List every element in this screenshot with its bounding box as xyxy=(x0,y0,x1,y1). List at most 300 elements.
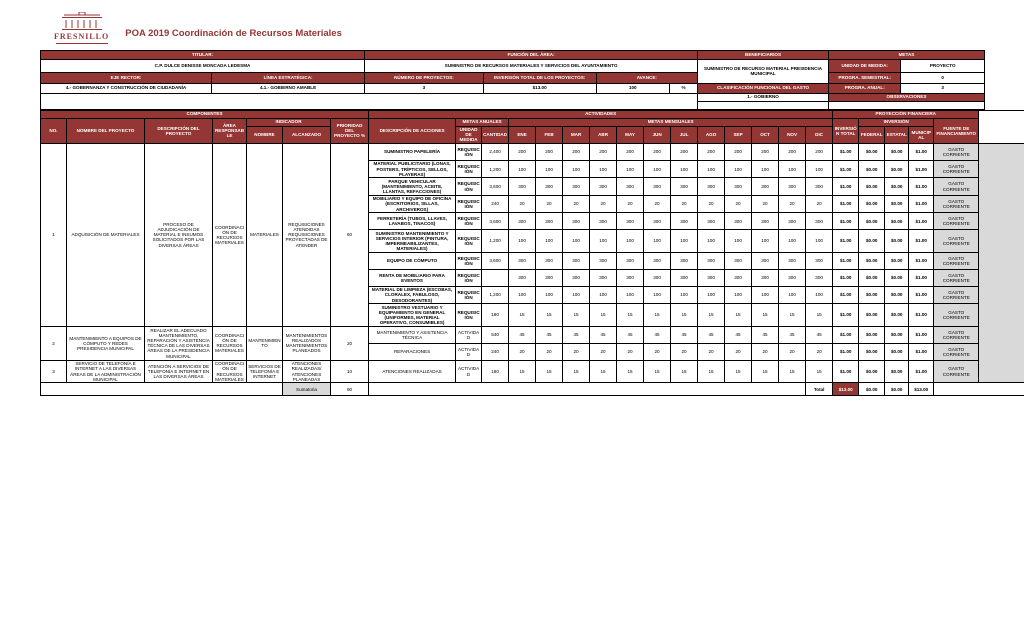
action-funding-source: GASTO CORRIENTE xyxy=(934,143,979,160)
action-month-AGO: 200 xyxy=(698,143,725,160)
action-inversion-total: $1.00 xyxy=(833,178,859,195)
action-description: SUMINISTRO MANTENIMIENTO Y SERVICIOS INTERIOR (PINTURA, IMPERMEABILIZANTES, MATERIALES) xyxy=(369,230,456,253)
action-description: FERRETERÍA (TUBOS, LLAVES, LAVABOS, TINACOS) xyxy=(369,213,456,230)
project-indicator-name: MANTENIMIENTO xyxy=(247,326,283,360)
action-month-AGO: 15 xyxy=(698,360,725,383)
action-funding-source: GASTO CORRIENTE xyxy=(934,360,979,383)
action-month-FEB: 45 xyxy=(536,326,563,343)
clasificacion-gasto-label: CLASIFICACIÓN FUNCIONAL DEL GASTO xyxy=(698,83,829,93)
col-header-month-OCT: OCT xyxy=(752,126,779,143)
total-estatal-value: $0.00 xyxy=(885,383,909,396)
col-header-acciones: DESCRIPCIÓN DE ACCIONES xyxy=(369,118,456,143)
action-month-AGO: 300 xyxy=(698,252,725,269)
action-month-ABR: 100 xyxy=(590,230,617,253)
action-funding-source: GASTO CORRIENTE xyxy=(934,230,979,253)
action-month-AGO: 300 xyxy=(698,178,725,195)
projects-table xyxy=(40,110,1024,397)
project-area: COORDINACIÓN DE RECURSOS MATERIALES xyxy=(213,326,247,360)
action-inversion-total: $1.00 xyxy=(833,269,859,286)
action-month-NOV: 300 xyxy=(779,269,806,286)
action-month-MAR: 45 xyxy=(563,326,590,343)
band-inversion: INVERSIÓN xyxy=(859,118,934,126)
action-quantity: 1,200 xyxy=(482,230,509,253)
action-month-ENE: 300 xyxy=(509,269,536,286)
action-month-NOV: 20 xyxy=(779,343,806,360)
action-month-OCT: 100 xyxy=(752,286,779,303)
action-row xyxy=(41,326,1024,343)
action-municipal: $1.00 xyxy=(909,326,934,343)
action-federal: $0.00 xyxy=(859,304,885,327)
action-estatal: $0.00 xyxy=(885,160,909,177)
action-month-NOV: 20 xyxy=(779,195,806,212)
col-header-month-ENE: ENE xyxy=(509,126,536,143)
action-federal: $0.00 xyxy=(859,252,885,269)
titular-value: C.P. DULCE DENISSE MONCADA LEDESMA xyxy=(41,59,365,72)
action-month-JUL: 300 xyxy=(671,269,698,286)
spacer-cell xyxy=(369,383,806,396)
num-proyectos-value: 3 xyxy=(365,83,484,93)
action-month-JUN: 20 xyxy=(644,195,671,212)
action-month-JUL: 300 xyxy=(671,213,698,230)
action-month-AGO: 100 xyxy=(698,286,725,303)
inversion-total-label: INVERSIÓN TOTAL DE LOS PROYECTOS: xyxy=(483,72,596,83)
clasificacion-gasto-value: 1.- GOBIERNO xyxy=(698,93,829,101)
action-unit: REQUISICIÓN xyxy=(456,195,482,212)
linea-estrategica-value: 4.1.- GOBIERNO AMABLE xyxy=(212,83,365,93)
action-month-OCT: 15 xyxy=(752,360,779,383)
action-federal: $0.00 xyxy=(859,143,885,160)
action-unit: REQUISICIÓN xyxy=(456,213,482,230)
action-description: MANTENIMIENTO Y ASISTENCIA TÉCNICA xyxy=(369,326,456,343)
action-month-OCT: 300 xyxy=(752,213,779,230)
action-month-OCT: 15 xyxy=(752,304,779,327)
action-month-ABR: 300 xyxy=(590,252,617,269)
action-month-JUL: 200 xyxy=(671,143,698,160)
action-month-SEP: 45 xyxy=(725,326,752,343)
action-funding-source: GASTO CORRIENTE xyxy=(934,326,979,343)
project-indicator-name: MATERIALES xyxy=(247,143,283,326)
action-quantity: 180 xyxy=(482,360,509,383)
action-month-JUN: 15 xyxy=(644,304,671,327)
building-icon xyxy=(60,12,104,32)
action-month-DIC: 300 xyxy=(806,213,833,230)
action-description: EQUIPO DE CÓMPUTO xyxy=(369,252,456,269)
col-header-month-JUL: JUL xyxy=(671,126,698,143)
eje-rector-value: 4.- GOBERNANZA Y CONSTRUCCIÓN DE CIUDADANÍA xyxy=(41,83,212,93)
action-month-NOV: 15 xyxy=(779,360,806,383)
action-month-ENE: 100 xyxy=(509,230,536,253)
action-quantity: 1,200 xyxy=(482,286,509,303)
action-month-MAR: 100 xyxy=(563,286,590,303)
observaciones-value-empty xyxy=(828,101,984,109)
action-month-JUL: 15 xyxy=(671,360,698,383)
action-description: ATENCIONES REALIZADAS xyxy=(369,360,456,383)
action-funding-source: GASTO CORRIENTE xyxy=(934,252,979,269)
action-month-ABR: 100 xyxy=(590,160,617,177)
action-month-NOV: 100 xyxy=(779,160,806,177)
action-month-JUL: 15 xyxy=(671,304,698,327)
action-estatal: $0.00 xyxy=(885,304,909,327)
action-month-MAY: 300 xyxy=(617,252,644,269)
project-area: COORDINACIÓN DE RECURSOS MATERIALES xyxy=(213,143,247,326)
action-unit: ACTIVIDAD xyxy=(456,343,482,360)
action-month-JUN: 45 xyxy=(644,326,671,343)
action-month-OCT: 20 xyxy=(752,195,779,212)
total-municipal-value: $13.00 xyxy=(909,383,934,396)
action-municipal: $1.00 xyxy=(909,360,934,383)
action-month-ENE: 20 xyxy=(509,195,536,212)
action-month-AGO: 45 xyxy=(698,326,725,343)
action-month-SEP: 200 xyxy=(725,143,752,160)
action-month-JUL: 300 xyxy=(671,252,698,269)
action-month-MAR: 200 xyxy=(563,143,590,160)
action-month-MAY: 100 xyxy=(617,230,644,253)
action-month-ENE: 300 xyxy=(509,252,536,269)
totals-row xyxy=(41,383,1024,396)
action-month-MAR: 20 xyxy=(563,343,590,360)
action-month-MAY: 15 xyxy=(617,360,644,383)
action-month-FEB: 200 xyxy=(536,143,563,160)
general-info-table xyxy=(40,50,985,110)
action-month-ABR: 15 xyxy=(590,304,617,327)
action-funding-source: GASTO CORRIENTE xyxy=(934,343,979,360)
action-month-MAY: 45 xyxy=(617,326,644,343)
col-header-inversion-total: INVERSIÓN TOTAL xyxy=(833,118,859,143)
action-month-AGO: 300 xyxy=(698,269,725,286)
action-unit: REQUISICIÓN xyxy=(456,269,482,286)
action-month-JUL: 100 xyxy=(671,160,698,177)
action-month-JUN: 100 xyxy=(644,286,671,303)
action-federal: $0.00 xyxy=(859,195,885,212)
action-federal: $0.00 xyxy=(859,178,885,195)
action-month-FEB: 15 xyxy=(536,360,563,383)
col-header-estatal: ESTATAL xyxy=(885,126,909,143)
action-month-OCT: 45 xyxy=(752,326,779,343)
right-gray-strip xyxy=(979,143,1024,382)
action-month-OCT: 100 xyxy=(752,230,779,253)
action-month-SEP: 300 xyxy=(725,252,752,269)
action-estatal: $0.00 xyxy=(885,178,909,195)
progra-semestral-value: 0 xyxy=(901,72,985,83)
col-header-month-SEP: SEP xyxy=(725,126,752,143)
spacer-cell xyxy=(934,383,1024,396)
action-municipal: $1.00 xyxy=(909,269,934,286)
action-month-ENE: 300 xyxy=(509,178,536,195)
action-municipal: $1.00 xyxy=(909,343,934,360)
action-month-MAY: 15 xyxy=(617,304,644,327)
project-description: REALIZAR EL ADECUADO MANTENIMIENTO, REPARACIÓN Y ASISTENCIA TÉCNICA DE LAS DIVERSAS ÁREAS DE LA PRESIDENCIA MUNICIPAL xyxy=(145,326,213,360)
band-actividades: ACTIVIDADES xyxy=(369,110,833,118)
spacer-cell xyxy=(979,110,1024,143)
action-estatal: $0.00 xyxy=(885,343,909,360)
action-month-MAY: 300 xyxy=(617,213,644,230)
action-unit: REQUISICIÓN xyxy=(456,286,482,303)
col-header-federal: FEDERAL xyxy=(859,126,885,143)
col-header-month-JUN: JUN xyxy=(644,126,671,143)
action-month-AGO: 100 xyxy=(698,230,725,253)
project-indicator-formula: REQUISICIONES ATENDIDAS REQUISICIONES PROYECTADAS DE ATENDER xyxy=(283,143,331,326)
project-name: MANTENIMIENTO A EQUIPOS DE CÓMPUTO Y REDES PRESIDENCIA MUNICIPAL xyxy=(67,326,145,360)
action-month-MAY: 20 xyxy=(617,195,644,212)
col-header-month-AGO: AGO xyxy=(698,126,725,143)
action-municipal: $1.00 xyxy=(909,230,934,253)
action-month-FEB: 100 xyxy=(536,286,563,303)
action-month-FEB: 300 xyxy=(536,252,563,269)
action-month-FEB: 100 xyxy=(536,160,563,177)
action-month-DIC: 100 xyxy=(806,230,833,253)
action-unit: REQUISICIÓN xyxy=(456,252,482,269)
action-month-ENE: 100 xyxy=(509,286,536,303)
action-inversion-total: $1.00 xyxy=(833,360,859,383)
project-description: ATENCIÓN A SERVICIOS DE TELEFONÍA E INTERNET EN LAS DIVERSAS ÁREAS xyxy=(145,360,213,383)
action-inversion-total: $1.00 xyxy=(833,230,859,253)
action-municipal: $1.00 xyxy=(909,304,934,327)
action-month-ABR: 15 xyxy=(590,360,617,383)
action-month-MAR: 15 xyxy=(563,360,590,383)
action-month-ENE: 200 xyxy=(509,143,536,160)
action-unit: REQUISICIÓN xyxy=(456,178,482,195)
project-name: ADQUISICIÓN DE MATERIALES xyxy=(67,143,145,326)
action-month-FEB: 20 xyxy=(536,195,563,212)
action-month-SEP: 20 xyxy=(725,195,752,212)
project-priority: 60 xyxy=(331,143,369,326)
funcion-area-value: SUMINISTRO DE RECURSOS MATERIALES Y SERVICIOS DEL AYUNTAMIENTO xyxy=(365,59,698,72)
action-month-ENE: 45 xyxy=(509,326,536,343)
col-header-month-MAR: MAR xyxy=(563,126,590,143)
action-month-MAR: 100 xyxy=(563,160,590,177)
action-month-DIC: 45 xyxy=(806,326,833,343)
action-month-MAY: 300 xyxy=(617,269,644,286)
action-month-SEP: 15 xyxy=(725,304,752,327)
col-header-no: NO. xyxy=(41,118,67,143)
action-unit: REQUISICIÓN xyxy=(456,304,482,327)
action-description: SUMINISTRO VESTUARIO Y EQUIPAMIENTO EN GENERAL (UNIFORMES, MATERIAL OPERATIVO, CONSUMIBLES) xyxy=(369,304,456,327)
action-description: PARQUE VEHICULAR (MANTENIMIENTO, ACEITE, LLANTAS, REFACCIONES) xyxy=(369,178,456,195)
progra-anual-label: PROGRA. ANUAL: xyxy=(828,83,900,93)
action-month-NOV: 100 xyxy=(779,230,806,253)
col-header-descripcion-proyecto: DESCRIPCIÓN DEL PROYECTO xyxy=(145,118,213,143)
tables-wrap xyxy=(40,50,985,397)
action-inversion-total: $1.00 xyxy=(833,343,859,360)
action-municipal: $1.00 xyxy=(909,160,934,177)
action-month-DIC: 20 xyxy=(806,195,833,212)
action-quantity: 540 xyxy=(482,326,509,343)
action-month-JUL: 20 xyxy=(671,343,698,360)
action-federal: $0.00 xyxy=(859,286,885,303)
col-header-area-responsable: ÁREA RESPONSABLE xyxy=(213,118,247,143)
action-quantity: 3,600 xyxy=(482,252,509,269)
action-month-JUN: 300 xyxy=(644,269,671,286)
action-funding-source: GASTO CORRIENTE xyxy=(934,286,979,303)
action-month-SEP: 300 xyxy=(725,213,752,230)
action-month-ENE: 15 xyxy=(509,360,536,383)
action-month-ENE: 100 xyxy=(509,160,536,177)
project-priority: 20 xyxy=(331,326,369,360)
action-quantity: 3,600 xyxy=(482,178,509,195)
action-month-MAR: 15 xyxy=(563,304,590,327)
action-month-FEB: 20 xyxy=(536,343,563,360)
inversion-total-value: $13.00 xyxy=(483,83,596,93)
action-month-NOV: 200 xyxy=(779,143,806,160)
action-quantity: 240 xyxy=(482,343,509,360)
col-header-unidad-medida: UNIDAD DE MEDIDA xyxy=(456,126,482,143)
action-month-SEP: 20 xyxy=(725,343,752,360)
action-month-JUN: 300 xyxy=(644,252,671,269)
action-month-FEB: 15 xyxy=(536,304,563,327)
action-month-MAY: 300 xyxy=(617,178,644,195)
spacer-cell xyxy=(41,383,283,396)
action-unit: ACTIVIDAD xyxy=(456,360,482,383)
action-row xyxy=(41,360,1024,383)
action-month-ENE: 20 xyxy=(509,343,536,360)
col-header-indicador-nombre: NOMBRE xyxy=(247,126,283,143)
beneficiarios-label: BENEFICIARIOS xyxy=(698,50,829,59)
band-metas-mensuales: METAS MENSUALES xyxy=(509,118,833,126)
action-month-DIC: 15 xyxy=(806,304,833,327)
project-name: SERVICIO DE TELEFONÍA E INTERNET A LAS DIVERSAS ÁREAS DE LA ADMINISTRACIÓN MUNICIPAL xyxy=(67,360,145,383)
action-month-OCT: 300 xyxy=(752,252,779,269)
eje-rector-label: EJE RECTOR: xyxy=(41,72,212,83)
action-month-ABR: 100 xyxy=(590,286,617,303)
action-month-MAR: 300 xyxy=(563,213,590,230)
action-municipal: $1.00 xyxy=(909,213,934,230)
action-unit: ACTIVIDAD xyxy=(456,326,482,343)
spacer-cell xyxy=(698,101,829,109)
unidad-medida-label: UNIDAD DE MEDIDA: xyxy=(828,59,900,72)
action-quantity: 2,400 xyxy=(482,143,509,160)
action-month-MAR: 100 xyxy=(563,230,590,253)
action-month-DIC: 200 xyxy=(806,143,833,160)
action-description: MOBILIARIO Y EQUIPO DE OFICINA (ESCRITORIOS, SILLAS, ARCHIVEROS) xyxy=(369,195,456,212)
col-header-month-FEB: FEB xyxy=(536,126,563,143)
action-month-ENE: 300 xyxy=(509,213,536,230)
action-municipal: $1.00 xyxy=(909,143,934,160)
action-month-JUN: 15 xyxy=(644,360,671,383)
action-municipal: $1.00 xyxy=(909,252,934,269)
action-month-NOV: 100 xyxy=(779,286,806,303)
action-month-JUN: 300 xyxy=(644,213,671,230)
logo-underline xyxy=(56,43,108,45)
avance-label: AVANCE: xyxy=(596,72,698,83)
action-month-JUL: 20 xyxy=(671,195,698,212)
action-month-FEB: 100 xyxy=(536,230,563,253)
total-label: Total xyxy=(806,383,833,396)
action-month-OCT: 100 xyxy=(752,160,779,177)
action-federal: $0.00 xyxy=(859,269,885,286)
linea-estrategica-label: LÍNEA ESTRATÉGICA: xyxy=(212,72,365,83)
action-inversion-total: $1.00 xyxy=(833,286,859,303)
band-indicador: INDICADOR xyxy=(247,118,331,126)
project-no: 1 xyxy=(41,143,67,326)
action-estatal: $0.00 xyxy=(885,195,909,212)
project-description: PROCESO DE ADJUDICACIÓN DE MATERIAL E INSUMOS SOLICITADOS POR LAS DIVERSAS ÁREAS xyxy=(145,143,213,326)
action-funding-source: GASTO CORRIENTE xyxy=(934,304,979,327)
fresnillo-logo xyxy=(54,12,109,45)
action-description: SUMINISTRO PAPELERÍA xyxy=(369,143,456,160)
action-month-MAR: 20 xyxy=(563,195,590,212)
action-month-NOV: 45 xyxy=(779,326,806,343)
band-componentes: COMPONENTES xyxy=(41,110,369,118)
action-month-ABR: 300 xyxy=(590,213,617,230)
action-description: MATERIAL PUBLICITARIO (LONAS, POSTERS, TRÍPTICOS, SELLOS, PLAYERAS) xyxy=(369,160,456,177)
avance-percent-sign: % xyxy=(669,83,697,93)
action-month-FEB: 300 xyxy=(536,213,563,230)
action-quantity: 1,200 xyxy=(482,160,509,177)
action-month-MAY: 100 xyxy=(617,160,644,177)
action-funding-source: GASTO CORRIENTE xyxy=(934,178,979,195)
action-month-JUL: 45 xyxy=(671,326,698,343)
spacer-cell xyxy=(41,93,698,109)
action-description: MATERIAL DE LIMPIEZA (ESCOBAS, CLORALEX, FABULOSO, DESODORANTES) xyxy=(369,286,456,303)
action-month-ABR: 20 xyxy=(590,343,617,360)
action-month-SEP: 15 xyxy=(725,360,752,383)
action-federal: $0.00 xyxy=(859,213,885,230)
observaciones-label: OBSERVACIONES xyxy=(828,93,984,101)
action-month-JUN: 300 xyxy=(644,178,671,195)
project-indicator-formula: MANTENIMIENTOS REALIZADOS MANTENIMIENTOS PLANEADOS xyxy=(283,326,331,360)
metas-label: METAS xyxy=(828,50,984,59)
action-month-DIC: 100 xyxy=(806,286,833,303)
action-month-AGO: 15 xyxy=(698,304,725,327)
total-inversion-value: $13.00 xyxy=(833,383,859,396)
action-federal: $0.00 xyxy=(859,230,885,253)
action-month-OCT: 20 xyxy=(752,343,779,360)
action-federal: $0.00 xyxy=(859,160,885,177)
action-estatal: $0.00 xyxy=(885,360,909,383)
action-month-ABR: 300 xyxy=(590,269,617,286)
action-month-NOV: 300 xyxy=(779,252,806,269)
band-metas-anuales: METAS ANUALES xyxy=(456,118,509,126)
action-funding-source: GASTO CORRIENTE xyxy=(934,195,979,212)
action-month-NOV: 300 xyxy=(779,178,806,195)
action-month-ABR: 200 xyxy=(590,143,617,160)
action-month-AGO: 20 xyxy=(698,195,725,212)
action-month-FEB: 300 xyxy=(536,178,563,195)
action-month-JUL: 100 xyxy=(671,230,698,253)
action-federal: $0.00 xyxy=(859,326,885,343)
action-estatal: $0.00 xyxy=(885,230,909,253)
page-title: POA 2019 Coordinación de Recursos Materiales xyxy=(125,27,342,39)
progra-anual-value: 3 xyxy=(901,83,985,93)
action-month-MAR: 300 xyxy=(563,269,590,286)
action-month-MAY: 100 xyxy=(617,286,644,303)
action-unit: REQUISICIÓN xyxy=(456,143,482,160)
col-header-month-DIC: DIC xyxy=(806,126,833,143)
action-month-JUN: 100 xyxy=(644,230,671,253)
project-indicator-formula: ATENCIONES REALIZADAS/ ATENCIONES PLANEADAS xyxy=(283,360,331,383)
col-header-prioridad: PRIORIDAD DEL PROYECTO % xyxy=(331,118,369,143)
action-month-JUL: 300 xyxy=(671,178,698,195)
action-quantity: 180 xyxy=(482,304,509,327)
action-description: REPARACIONES xyxy=(369,343,456,360)
action-month-DIC: 15 xyxy=(806,360,833,383)
project-indicator-name: SERVICIOS DE TELEFONÍA E INTERNET xyxy=(247,360,283,383)
unidad-medida-value: PROYECTO xyxy=(901,59,985,72)
col-header-month-NOV: NOV xyxy=(779,126,806,143)
action-month-ABR: 45 xyxy=(590,326,617,343)
titular-label: TITULAR: xyxy=(41,50,365,59)
action-federal: $0.00 xyxy=(859,360,885,383)
action-month-SEP: 300 xyxy=(725,178,752,195)
progra-semestral-label: PROGRA. SEMESTRAL: xyxy=(828,72,900,83)
col-header-cantidad: CANTIDAD xyxy=(482,126,509,143)
project-area: COORDINACIÓN DE RECURSOS MATERIALES xyxy=(213,360,247,383)
action-month-JUN: 20 xyxy=(644,343,671,360)
col-header-month-MAY: MAY xyxy=(617,126,644,143)
action-month-ABR: 300 xyxy=(590,178,617,195)
action-month-DIC: 300 xyxy=(806,269,833,286)
action-month-SEP: 100 xyxy=(725,286,752,303)
